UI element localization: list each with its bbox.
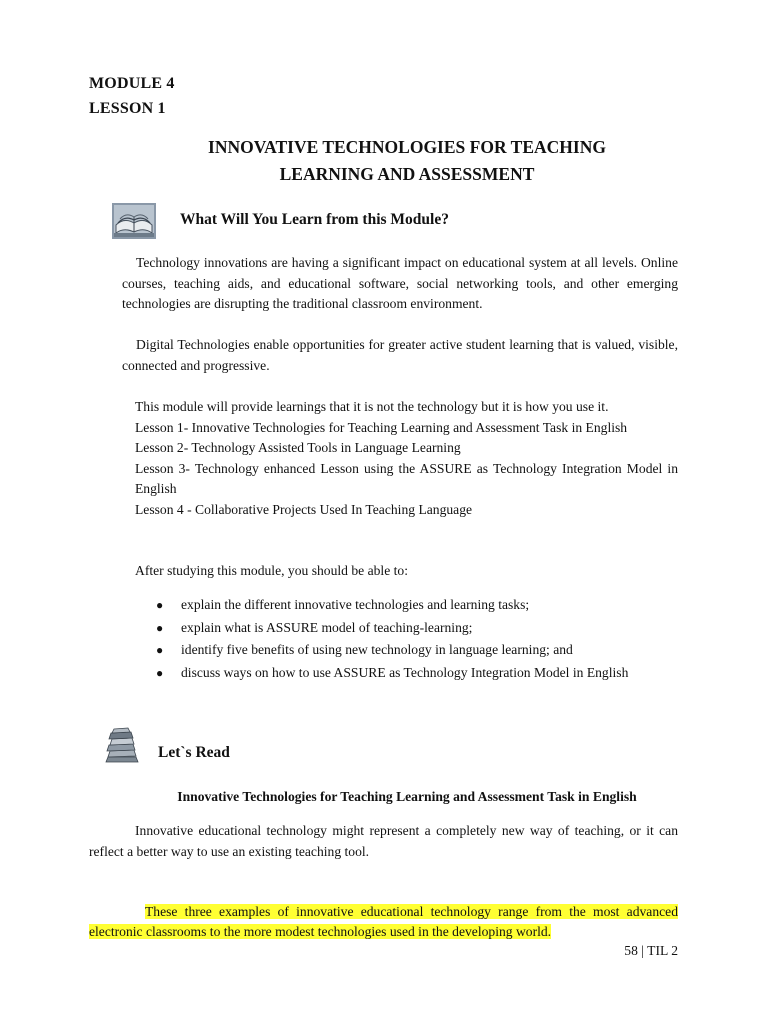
highlighted-paragraph (89, 902, 678, 942)
objective-item: ● discuss ways on how to use ASSURE as Technology Integration Model in English (156, 663, 678, 684)
after-studying-text: After studying this module, you should be able to: (135, 563, 408, 578)
open-book-icon (112, 203, 156, 239)
lets-read-heading: Let`s Read (158, 744, 230, 761)
page-title-line-1: INNOVATIVE TECHNOLOGIES FOR TEACHING (208, 137, 606, 157)
lesson-subtitle: Innovative Technologies for Teaching Learning and Assessment Task in English (177, 789, 637, 804)
intro-paragraph-2: Digital Technologies enable opportunities for greater active student learning that is valued, visible, connected and progressive. (122, 337, 678, 373)
stack-of-books-icon (102, 727, 142, 765)
page-title (90, 134, 724, 188)
bullet-icon: ● (156, 643, 164, 657)
body-paragraph-1: Innovative educational technology might represent a completely new way of teaching, or it can reflect a better way to use an existing teaching tool. (89, 823, 678, 859)
intro-paragraph-1: Technology innovations are having a significant impact on educational system at all levels. Online courses, teaching aids, and educational software, social networking tools, and other emerging technologies are disrupting the traditional classroom environment. (122, 255, 678, 311)
highlighted-text: These three examples of innovative educational technology range from the most advanced electronic classrooms to the more modest technologies used in the developing world. (89, 904, 678, 939)
module-label: MODULE 4 (89, 75, 175, 92)
lesson-list (135, 397, 678, 520)
page-number: 58 | TIL 2 (624, 943, 678, 958)
objectives-list (156, 595, 678, 685)
lesson-item-3: Lesson 3- Technology enhanced Lesson using the ASSURE as Technology Integration Model in English (135, 460, 678, 496)
lesson-item-1: Lesson 1- Innovative Technologies for Teaching Learning and Assessment Task in English (135, 419, 628, 435)
bullet-icon: ● (156, 620, 164, 635)
objective-item: ● identify five benefits of using new technology in language learning; and (156, 640, 678, 661)
page-title-line-2: LEARNING AND ASSESSMENT (279, 164, 535, 184)
lesson-label: LESSON 1 (89, 100, 166, 117)
bullet-icon: ● (156, 665, 164, 680)
lesson-item-2: Lesson 2- Technology Assisted Tools in Language Learning (135, 440, 461, 455)
lesson-item-4: Lesson 4 - Collaborative Projects Used In Teaching Language (135, 501, 473, 517)
objective-item: ● explain the different innovative technologies and learning tasks; (156, 595, 678, 616)
bullet-icon: ● (156, 598, 164, 612)
module-intro-line: This module will provide learnings that it is not the technology but it is how you use it. (135, 399, 609, 414)
objective-item: ● explain what is ASSURE model of teaching-learning; (156, 618, 678, 639)
learn-heading: What Will You Learn from this Module? (180, 211, 449, 228)
